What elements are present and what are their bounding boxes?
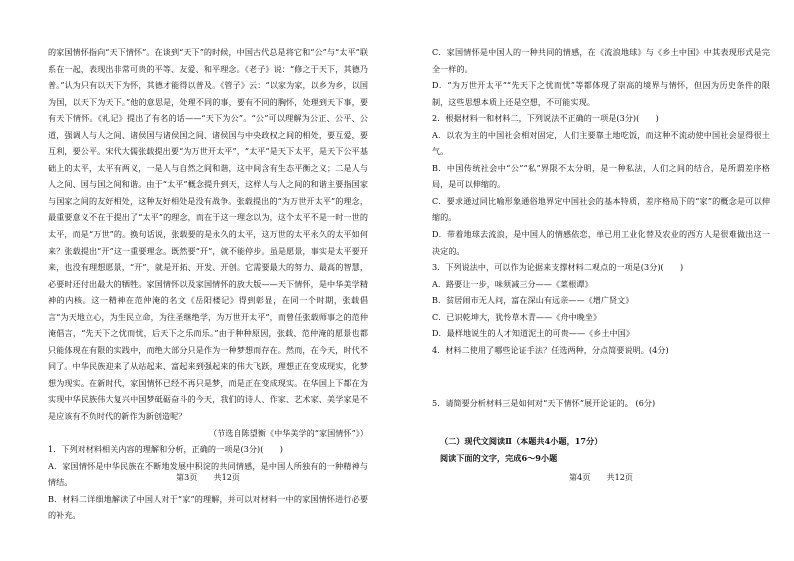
question-4: 4．材料二使用了哪些论证手法？任选两种，分点简要说明。(4分) — [432, 344, 669, 355]
left-page — [48, 0, 368, 561]
question-3-option-a: A．路要让一步，味须减三分——《菜根谭》 — [432, 278, 593, 289]
question-2-option-b: B．中国传统社会中“公”“私”界限不太分明，是一种私法，人们之间的结合，是所谓差序格局，是可以伸缩的。 — [432, 162, 770, 190]
question-1-option-d: D．“为万世开太平”“先天下之忧而忧”等都体现了崇高的境界与情怀，但因为历史条件的限制，这些思想本质上还是空想，不可能实现。 — [432, 80, 770, 107]
section-2-instruction: 阅读下面的文字，完成6～9小题 — [440, 452, 558, 463]
question-2-option-c: C．要求通过同比喻形象通俗地界定中国社会的基本特质，差序格局下的“家”的概念是可以伸缩的。 — [432, 195, 770, 223]
page-number-3: 第3页 共12页 — [175, 472, 240, 482]
question-3-option-b: B．贫居闹市无人问，富在深山有远亲——《增广贤文》 — [432, 295, 634, 306]
section-2-header — [440, 433, 770, 466]
question-1-option-a: A．家国情怀是中华民族在不断地发展中积淀的共同情感，是中国人所独有的一种精神与情结。 — [48, 460, 368, 488]
question-1-stem: 1．下列对材料相关内容的理解和分析，正确的一项是(3分)( ) — [48, 444, 283, 455]
section-2-title: （二）现代文阅读Ⅱ（本题共4小题，17分） — [440, 436, 603, 446]
question-1-option-c: C．家国情怀是中国人的一种共同的情感，在《流浪地球》与《乡土中国》中其表现形式是完全一样的。 — [432, 47, 770, 74]
question-3-option-d: D．最样地说生的人才知道泥土的可贵——《乡土中国》 — [432, 328, 634, 339]
question-2-option-d: D．带着地球去流浪，是中国人的情感依恋，单已用工业化替及农业的西方人是很难做出这一决定的。 — [432, 229, 770, 256]
question-3-stem: 3．下列说法中，可以作为论据来支撑材料二观点的一项是(3分)( ) — [432, 262, 684, 273]
right-page — [432, 0, 770, 561]
question-3-option-c: C．已识乾坤大，犹怜草木青——《舟中晚坐》 — [432, 311, 602, 322]
left-page-body — [48, 44, 368, 524]
question-2-stem: 2．根据材料一和材料二，下列说法不正确的一项是(3分)( ) — [432, 113, 659, 124]
answer-space-4 — [432, 358, 770, 395]
question-1-option-b: B．材料二详细地解读了中国人对于“家”的理解，并可以对材料一中的家国情怀进行必要的补充。 — [48, 493, 368, 521]
question-5: 5．请简要分析材料三是如何对“天下情怀”展开论证的。 (6分) — [432, 398, 656, 409]
right-page-body — [432, 44, 770, 412]
source-citation: （节选自陈望衡《中华美学的“家国情怀”》） — [208, 427, 368, 438]
page-number-4: 第4页 共12页 — [568, 472, 633, 482]
question-2-option-a: A．以农为主的中国社会相对固定，人们主要靠土地吃饭，而这种不流动使中国社会显得很土气。 — [432, 129, 770, 157]
material-3-paragraph: 的家国情怀指向“天下情怀”。在谈到“天下”的时候，中国古代总是将它和“公”与“太平”联系在一起，表现出非常可贵的平等、友爱、和平理念。《老子》说：“修之于天下，其德乃普。”认为只有以天下为怀，其德才能得以普及。《管子》云：“以家为家，以乡为乡，以国为国，以天下为天下。”他的意思是，处理不同的事，要有不同的胸怀，处理到天下事，要有天下情怀。《礼记》提出了有名的话——“天下为公”。“公”可以理解为公正、公平、公道，强调人与人之间、诸侯国与诸侯国之间、诸侯国与中央政权之间的相处，要互爱，要互利，要公平。宋代大儒张载提出要“为万世开太平”，“太平”是天下太平，是天下公平基础上的太平，太平有两义，一是人与自然之间和谐，这中间含有生态平衡之义；二是人与人之间、国与国之间和谐。由于“太平”概念提升到天，这样人与人之间的和谐主要指国家与国家之间的友好相处，这种友好相处是没有战争。张载提出的“为万世开太平”的理念，最重要意义不在于提出了“太平”的理念，而在于这一理念以为，这个太平不是一时一世的太平，而是“万世”的。换句话说，张载要的是永久的太平，这万世的太平永久的太平如何来？张载提出“开”这一重要理念。既然要“开”，就不能停步。虽是愿景，事实是太平要开来，也没有理想愿景，“开”，就是开拓、开发、开创。它需要最大的努力、最高的智慧，必要时还付出最大的牺牲。家国情怀以及家国情怀的放大版——天下情怀，是中华美学精神的内核。这一精神在范仲淹的名文《岳阳楼记》得到彰显，在同一个时期，张载倡言“为天地立心，为生民立命，为往圣继绝学，为万世开太平”，而曾任张载师事之的范仲淹倡言，“先天下之忧而忧，后天下之乐而乐。”由于种种原因，张载、范仲淹的愿景也都只能体现在有限的实践中，而绝大部分只是作为一种梦想而存在。然而，在今天，时代不同了。中华民族迎来了从站起来、富起来到强起来的伟大飞跃，理想正在变成现实，化梦想为现实。在新时代，家国情怀已经不再只是梦，而是正在变成现实。在华国上下都在为实现中华民族伟大复兴中国梦砥砺奋斗的今天，我们的诗人、作家、艺术家、美学家是不是应该有不负时代的新作为新创造呢？ — [48, 47, 368, 422]
